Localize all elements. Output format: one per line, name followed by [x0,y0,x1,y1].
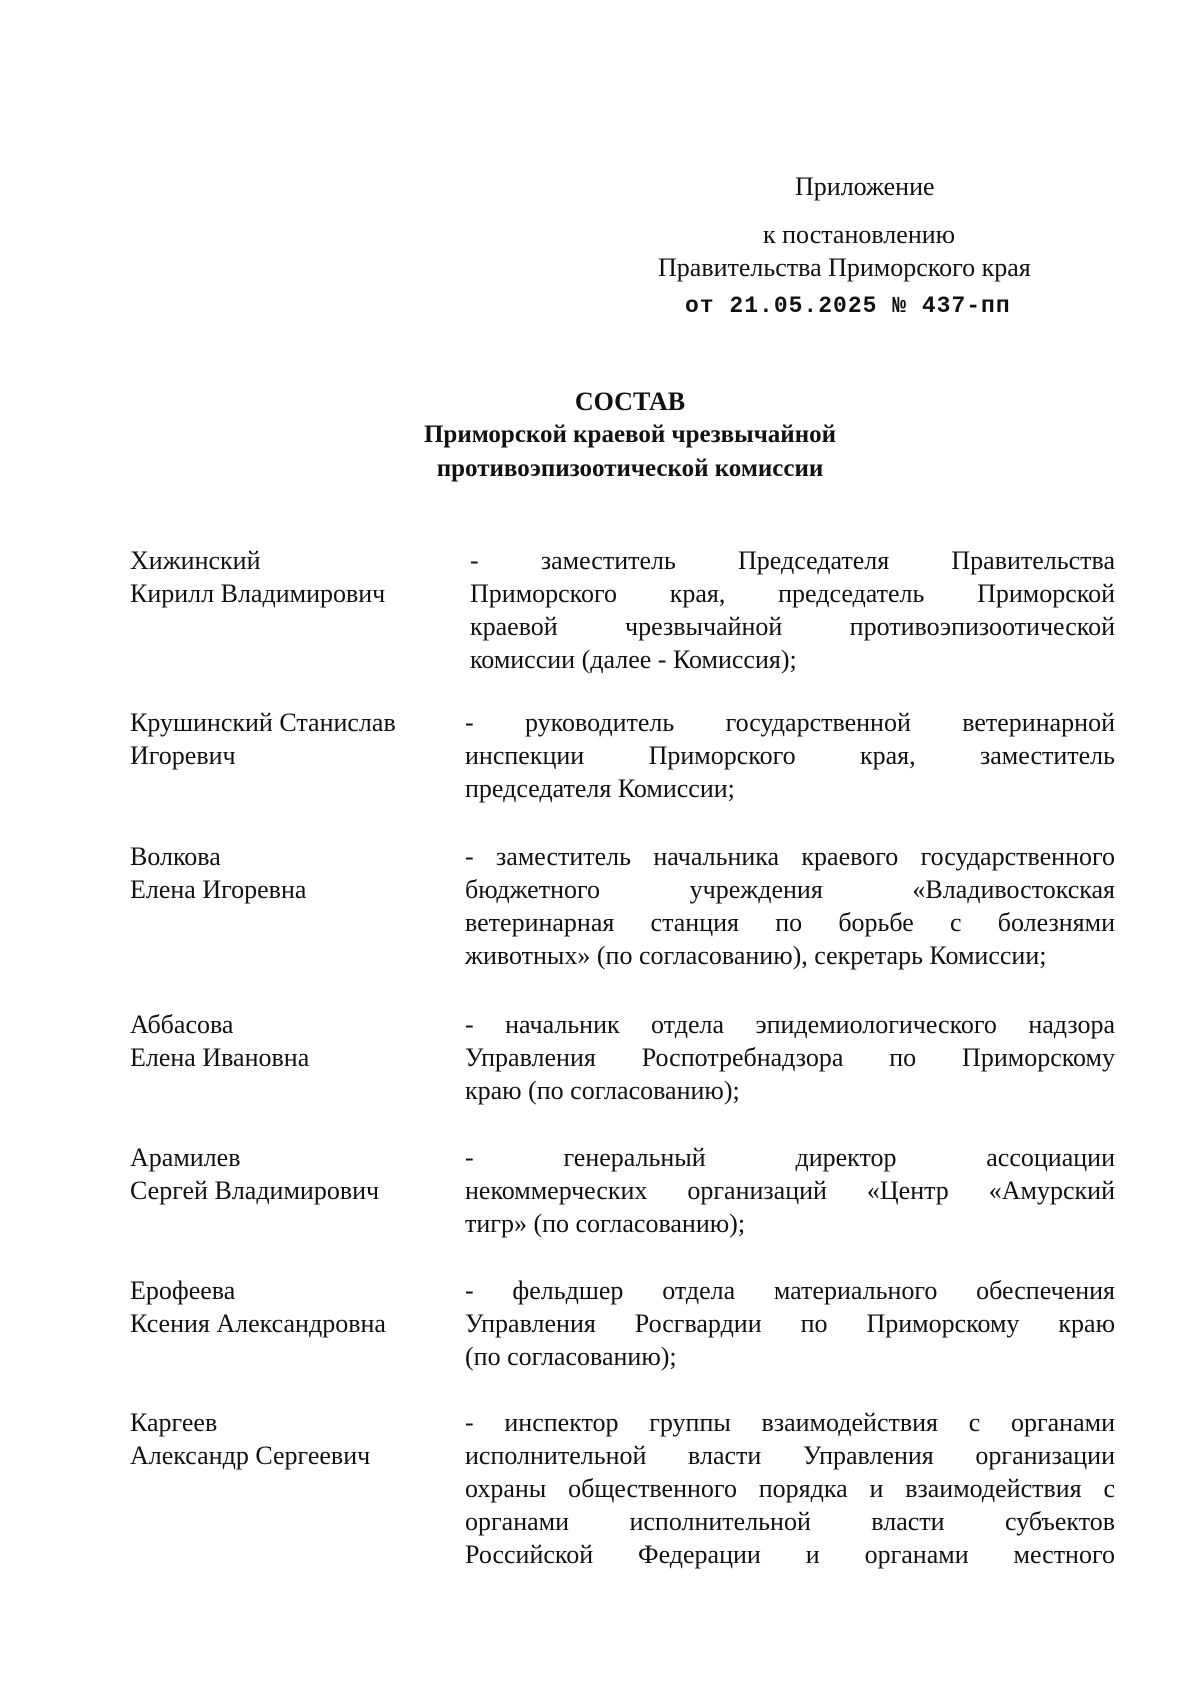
role-line: - начальник отдела эпидемиологического надзора [465,1010,1115,1039]
role-line: охраны общественного порядка и взаимодействия с [465,1474,1115,1503]
member-given-names: Кирилл Владимирович [130,579,386,608]
member-role [470,544,1115,676]
role-line: - инспектор группы взаимодействия с органами [465,1408,1115,1437]
member-given-names: Сергей Владимирович [130,1176,380,1205]
member-surname: Аббасова [130,1010,234,1039]
member-given-names: Ксения Александровна [130,1309,386,1338]
member-surname: Каргеев [130,1408,218,1437]
member-surname: Ерофеева [130,1276,236,1305]
role-line: некоммерческих организаций «Центр «Амурский [465,1176,1115,1205]
role-line: исполнительной власти Управления организации [465,1441,1115,1470]
role-line: Приморского края, председатель Приморской [470,579,1115,608]
role-line: - руководитель государственной ветеринарной [465,708,1115,737]
role-line: тигр» (по согласованию); [465,1209,746,1238]
registration-stamp: от 21.05.2025 № 437-пп [685,293,1011,319]
role-line: краю (по согласованию); [465,1076,740,1105]
member-surname: Волкова [130,842,221,871]
role-line: Российской Федерации и органами местного [465,1540,1115,1569]
role-line: животных» (по согласованию), секретарь Комиссии; [465,941,1047,970]
member-role [465,1141,1115,1240]
role-line: органами исполнительной власти субъектов [465,1507,1115,1536]
role-line: Управления Росгвардии по Приморскому краю [465,1309,1115,1338]
member-name [130,1008,460,1074]
member-role [465,1008,1115,1107]
member-given-names: Александр Сергеевич [130,1441,371,1470]
role-line: - фельдшер отдела материального обеспечения [465,1276,1115,1305]
role-line: (по согласованию); [465,1342,677,1371]
member-name [130,1274,460,1340]
member-role [465,1406,1115,1571]
member-role [465,706,1115,805]
member-given-names: Елена Ивановна [130,1043,310,1072]
role-line: Управления Роспотребнадзора по Приморскому [465,1043,1115,1072]
member-name [130,1406,460,1472]
document-subtitle-line-2: противоэпизоотической комиссии [436,455,824,482]
member-given-names: Игоревич [130,741,236,770]
appendix-line-1: к постановлению [763,220,956,249]
member-name [130,1141,460,1207]
role-line: - заместитель Председателя Правительства [470,546,1115,575]
role-line: - генеральный директор ассоциации [465,1143,1115,1172]
member-name [130,706,460,772]
appendix-title: Приложение [795,172,935,201]
role-line: бюджетного учреждения «Владивостокская [465,875,1115,904]
document-subtitle-line-1: Приморской краевой чрезвычайной [423,421,837,448]
member-surname: Крушинский Станислав [130,708,396,737]
member-role [465,1274,1115,1373]
document-title: СОСТАВ [574,387,686,416]
member-given-names: Елена Игоревна [130,875,307,904]
role-line: председателя Комиссии; [465,774,735,803]
role-line: комиссии (далее - Комиссия); [470,645,797,674]
member-name [130,840,460,906]
member-role [465,840,1115,972]
member-surname: Хижинский [130,546,261,575]
member-surname: Арамилев [130,1143,241,1172]
role-line: краевой чрезвычайной противоэпизоотической [470,612,1115,641]
role-line: инспекции Приморского края, заместитель [465,741,1115,770]
role-line: - заместитель начальника краевого государственного [465,842,1115,871]
appendix-line-2: Правительства Приморского края [658,253,1031,282]
role-line: ветеринарная станция по борьбе с болезнями [465,908,1115,937]
member-name [130,544,460,610]
